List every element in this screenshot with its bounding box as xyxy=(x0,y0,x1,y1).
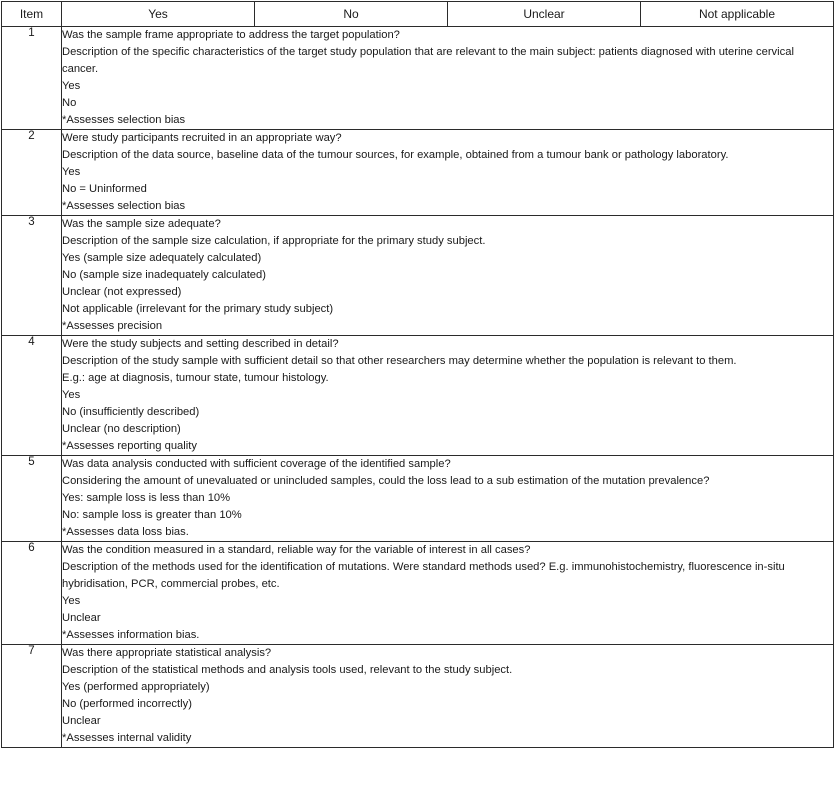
item-text-line: Description of the statistical methods and analysis tools used, relevant to the study subject. xyxy=(62,664,513,676)
item-text-line: *Assesses data loss bias. xyxy=(62,526,189,538)
item-description xyxy=(62,645,834,748)
item-text-line: Unclear (not expressed) xyxy=(62,286,182,298)
item-text-line: Yes xyxy=(62,80,81,92)
item-text-line: Description of the study sample with sufficient detail so that other researchers may determine whether the population is relevant to them. xyxy=(62,355,737,367)
item-text-line: Yes xyxy=(62,389,81,401)
item-question: Was the condition measured in a standard, reliable way for the variable of interest in all cases? xyxy=(62,544,531,556)
table-row xyxy=(2,336,834,456)
item-description xyxy=(62,216,834,336)
appraisal-checklist-table xyxy=(1,1,834,748)
item-number: 5 xyxy=(2,456,62,542)
item-text-line: *Assesses information bias. xyxy=(62,629,200,641)
item-number: 6 xyxy=(2,542,62,645)
item-question: Was data analysis conducted with sufficient coverage of the identified sample? xyxy=(62,458,451,470)
item-text-line: E.g.: age at diagnosis, tumour state, tumour histology. xyxy=(62,372,329,384)
item-text-line: Not applicable (irrelevant for the primary study subject) xyxy=(62,303,334,315)
item-number: 3 xyxy=(2,216,62,336)
table-row xyxy=(2,216,834,336)
header-unclear: Unclear xyxy=(448,2,641,27)
item-text-line: *Assesses selection bias xyxy=(62,114,186,126)
item-text-line: No xyxy=(62,97,77,109)
table-row xyxy=(2,456,834,542)
item-number: 1 xyxy=(2,27,62,130)
item-description xyxy=(62,130,834,216)
item-text-line: No = Uninformed xyxy=(62,183,147,195)
item-text-line: Description of the specific characteristics of the target study population that are relevant to the main subject: patients diagnosed with uterine cervical cancer. xyxy=(62,46,794,75)
item-text-line: Description of the methods used for the identification of mutations. Were standard methods used? E.g. immunohistochemistry, fluorescence in-situ hybridisation, PCR, commercial probes, etc. xyxy=(62,561,785,590)
item-text-line: No (sample size inadequately calculated) xyxy=(62,269,266,281)
item-text-line: Yes: sample loss is less than 10% xyxy=(62,492,231,504)
header-not-applicable: Not applicable xyxy=(641,2,834,27)
item-description xyxy=(62,542,834,645)
item-question: Were study participants recruited in an appropriate way? xyxy=(62,132,342,144)
item-question: Were the study subjects and setting described in detail? xyxy=(62,338,339,350)
table-row xyxy=(2,130,834,216)
item-text-line: Yes xyxy=(62,166,81,178)
item-text-line: No (performed incorrectly) xyxy=(62,698,192,710)
item-text-line: Description of the sample size calculation, if appropriate for the primary study subject. xyxy=(62,235,486,247)
item-text-line: *Assesses selection bias xyxy=(62,200,186,212)
item-text-line: *Assesses internal validity xyxy=(62,732,192,744)
item-text-line: Description of the data source, baseline data of the tumour sources, for example, obtained from a tumour bank or pathology laboratory. xyxy=(62,149,729,161)
header-row xyxy=(2,2,834,27)
table-header xyxy=(2,2,834,27)
header-yes: Yes xyxy=(62,2,255,27)
header-no: No xyxy=(255,2,448,27)
item-number: 2 xyxy=(2,130,62,216)
item-text-line: No: sample loss is greater than 10% xyxy=(62,509,242,521)
table-row xyxy=(2,27,834,130)
table-body xyxy=(2,27,834,748)
table-row xyxy=(2,542,834,645)
item-question: Was the sample frame appropriate to address the target population? xyxy=(62,29,400,41)
item-text-line: *Assesses precision xyxy=(62,320,163,332)
item-text-line: No (insufficiently described) xyxy=(62,406,200,418)
table-row xyxy=(2,645,834,748)
item-text-line: Yes (sample size adequately calculated) xyxy=(62,252,262,264)
item-description xyxy=(62,456,834,542)
item-text-line: Unclear (no description) xyxy=(62,423,181,435)
item-question: Was there appropriate statistical analysis? xyxy=(62,647,272,659)
item-text-line: Unclear xyxy=(62,612,101,624)
header-item: Item xyxy=(2,2,62,27)
item-text-line: Considering the amount of unevaluated or unincluded samples, could the loss lead to a sub estimation of the mutation prevalence? xyxy=(62,475,710,487)
item-question: Was the sample size adequate? xyxy=(62,218,221,230)
item-description xyxy=(62,27,834,130)
item-number: 4 xyxy=(2,336,62,456)
item-text-line: Yes (performed appropriately) xyxy=(62,681,210,693)
item-text-line: Unclear xyxy=(62,715,101,727)
item-text-line: Yes xyxy=(62,595,81,607)
item-description xyxy=(62,336,834,456)
item-text-line: *Assesses reporting quality xyxy=(62,440,197,452)
item-number: 7 xyxy=(2,645,62,748)
